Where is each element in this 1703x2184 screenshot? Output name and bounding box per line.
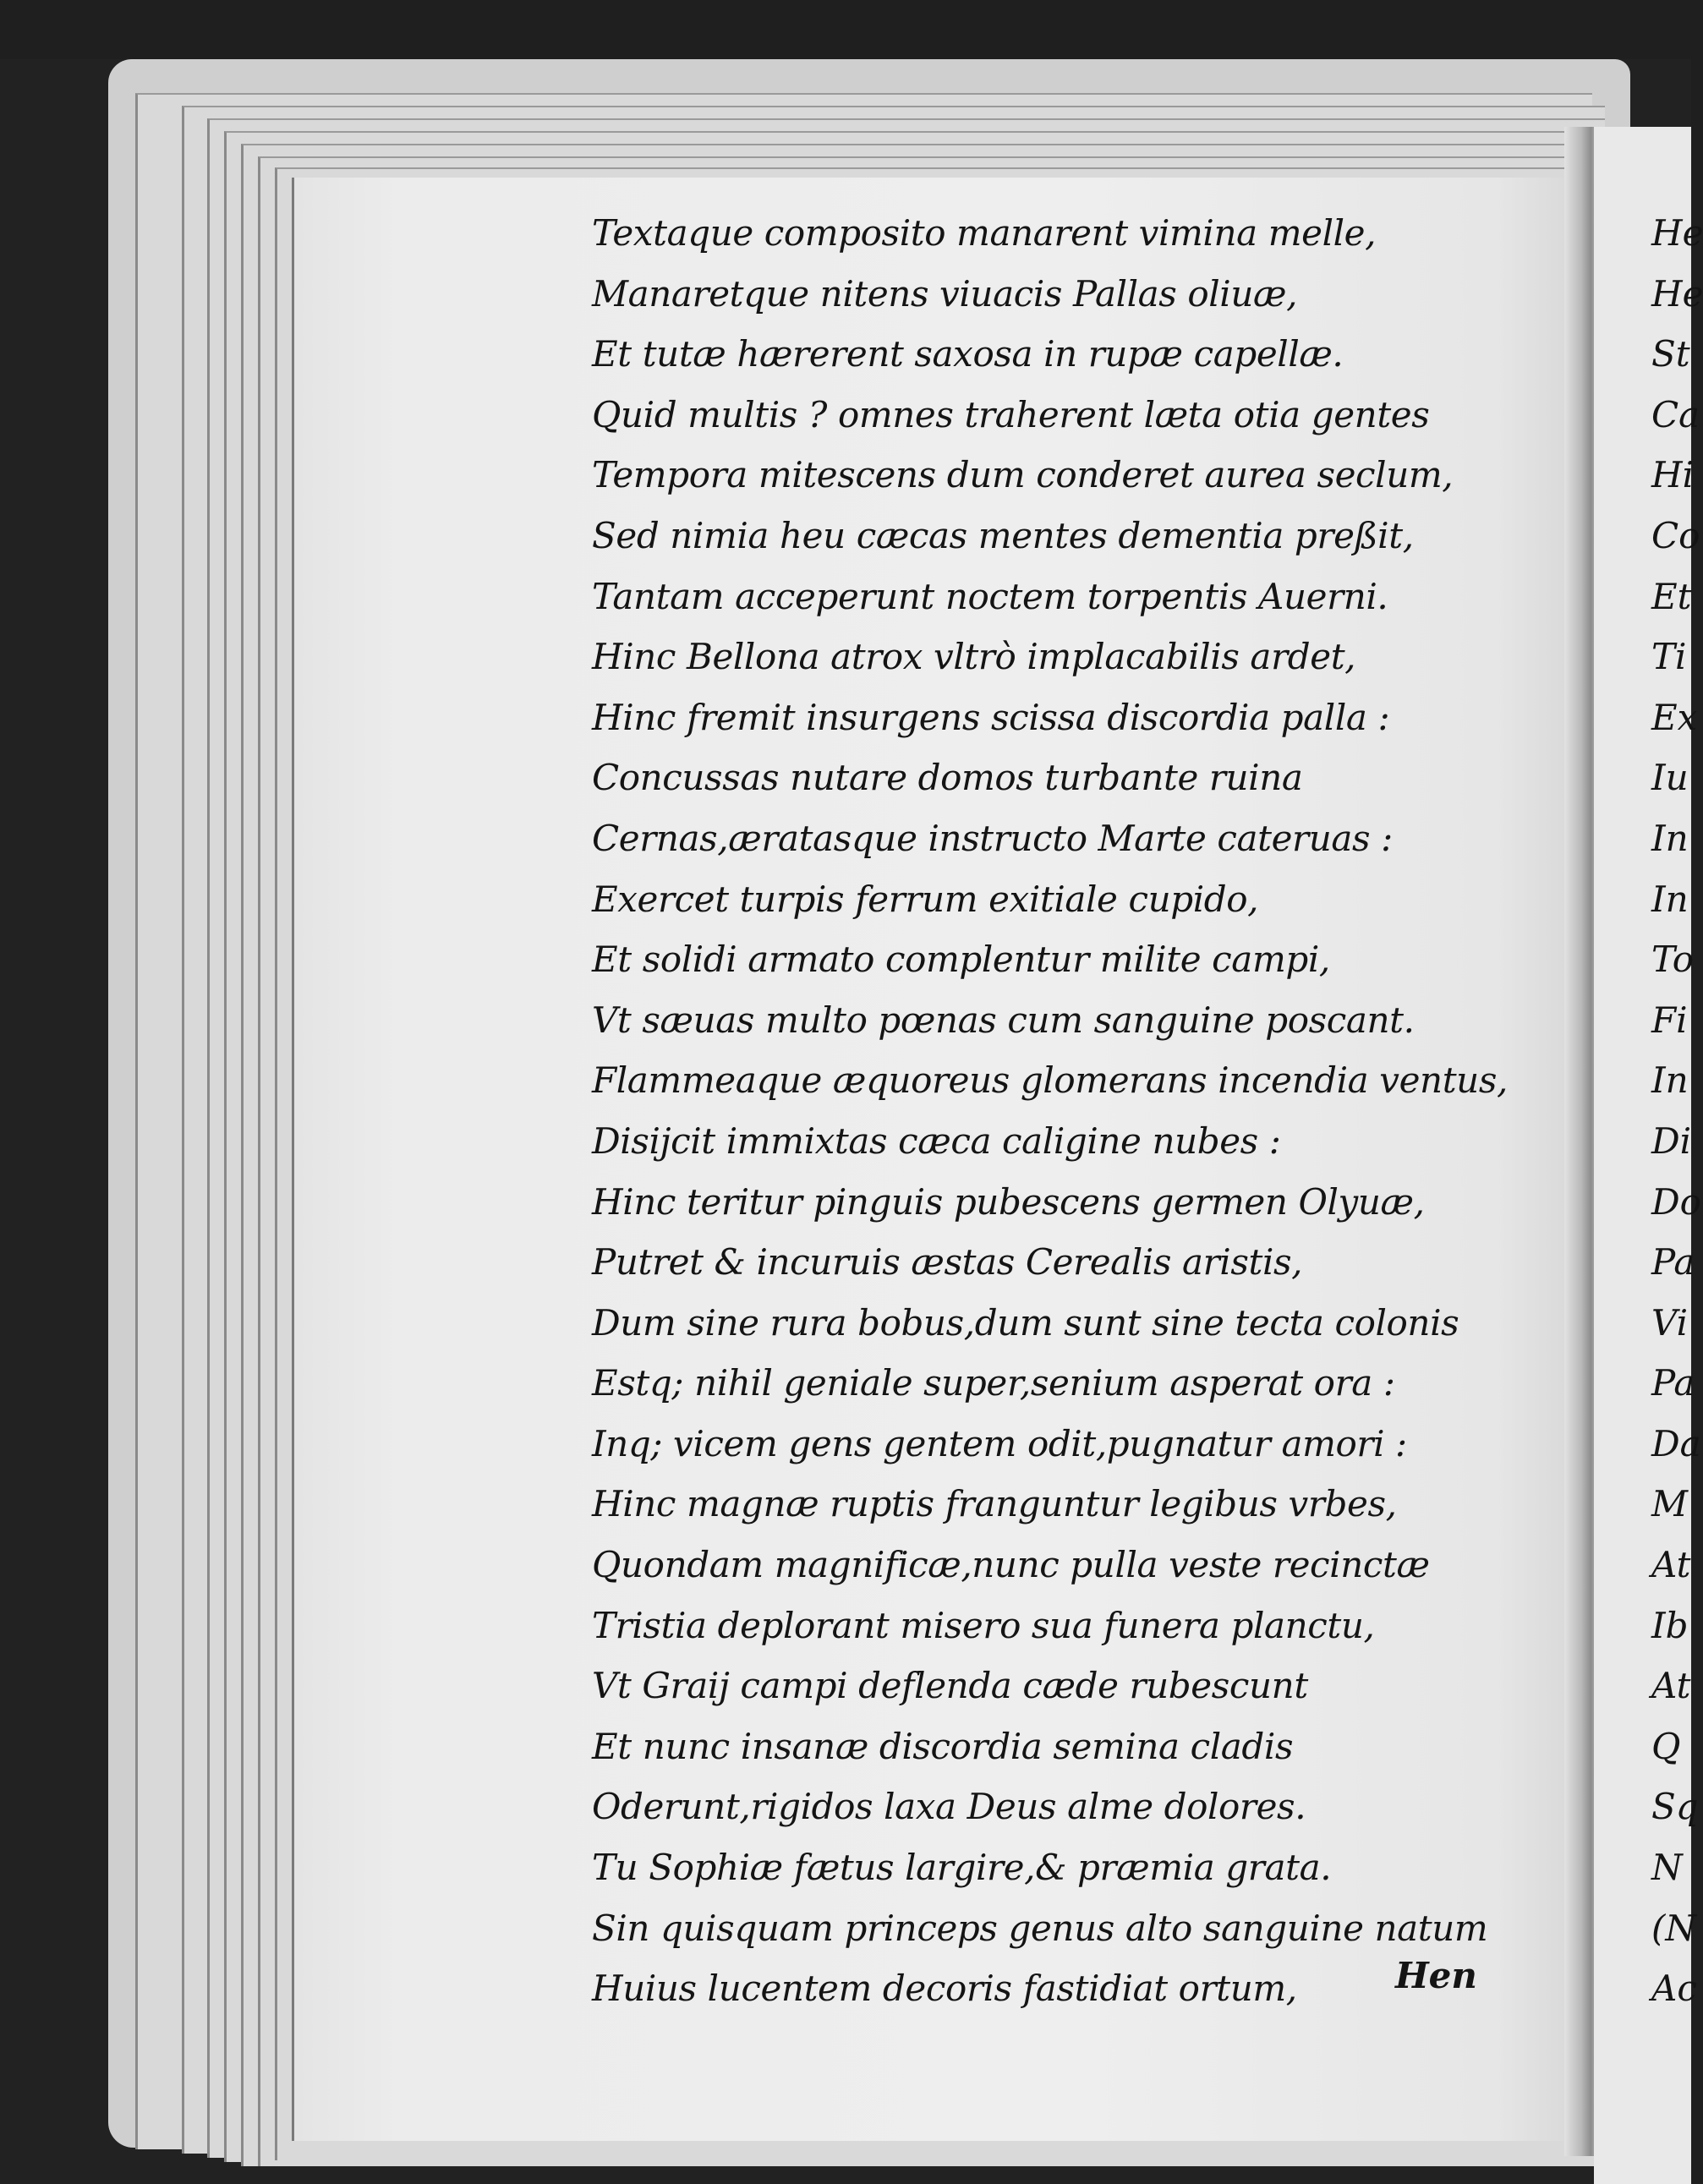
verse-line: Estq; nihil geniale super,senium asperat ora : — [592, 1362, 1395, 1404]
facing-line-start: Et — [1651, 575, 1692, 617]
facing-line-start: Pa — [1651, 1362, 1695, 1404]
verse-line: Hinc teritur pinguis pubescens germen Olyuæ, — [592, 1180, 1425, 1223]
facing-line-start: Iu — [1651, 757, 1689, 799]
facing-line-start: To — [1651, 939, 1695, 981]
verse-line: Oderunt,rigidos laxa Deus alme dolores. — [592, 1786, 1306, 1828]
facing-line-start: Ca — [1651, 393, 1700, 435]
verse-line: Hinc Bellona atrox vltrò implacabilis ardet, — [592, 636, 1356, 678]
facing-line-start: Pa — [1651, 1241, 1695, 1284]
verse-line: Quid multis ? omnes traherent læta otia gentes — [592, 393, 1430, 435]
facing-line-start: In — [1651, 1059, 1689, 1102]
facing-line-start: In — [1651, 817, 1689, 859]
facing-line-start: Ex — [1651, 696, 1698, 738]
verse-line: Sin quisquam princeps genus alto sanguine natum — [592, 1907, 1488, 1949]
verse-line: Textaque composito manarent vimina melle, — [592, 212, 1377, 254]
verse-line: Flammeaque æquoreus glomerans incendia ventus, — [592, 1059, 1508, 1102]
catchword: Hen — [1395, 1955, 1477, 1996]
verse-line: Vt sæuas multo pœnas cum sanguine poscant. — [592, 999, 1415, 1041]
verse-line: Et tutæ hærerent saxosa in rupæ capellæ. — [592, 333, 1344, 375]
facing-line-start: Fi — [1651, 999, 1688, 1041]
facing-line-start: Ac — [1651, 1968, 1697, 2010]
facing-line-start: Co — [1651, 514, 1700, 556]
verse-line: Putret & incuruis æstas Cerealis aristis, — [592, 1241, 1303, 1284]
facing-line-start: M — [1651, 1483, 1689, 1525]
facing-line-start: At — [1651, 1544, 1691, 1586]
verse-line: Sed nimia heu cæcas mentes dementia preßit, — [592, 514, 1414, 556]
verse-line: Manaretque nitens viuacis Pallas oliuæ, — [592, 272, 1298, 315]
facing-line-start: (N — [1651, 1907, 1697, 1949]
verse-line: Hinc fremit insurgens scissa discordia palla : — [592, 696, 1390, 738]
verse-line: Hinc magnæ ruptis franguntur legibus vrbes, — [592, 1483, 1397, 1525]
verse-line: Tempora mitescens dum conderet aurea seclum, — [592, 454, 1454, 496]
facing-line-start: In — [1651, 878, 1689, 920]
facing-page-line-starts — [1651, 203, 1702, 2019]
facing-line-start: St — [1651, 333, 1690, 375]
facing-line-start: Ib — [1651, 1604, 1689, 1646]
facing-line-start: He — [1651, 212, 1703, 254]
verse-line: Cernas,æratasque instructo Marte cateruas : — [592, 817, 1393, 859]
verse-line: Quondam magnificæ,nunc pulla veste recinctæ — [592, 1544, 1430, 1586]
verse-line: Concussas nutare domos turbante ruina — [592, 757, 1303, 799]
verse-line: Vt Graij campi deflenda cæde rubescunt — [592, 1665, 1308, 1707]
facing-line-start: He — [1651, 272, 1703, 315]
facing-line-start: Hi — [1651, 454, 1695, 496]
verse-line: Inq; vicem gens gentem odit,pugnatur amori : — [592, 1422, 1407, 1464]
verse-line: Dum sine rura bobus,dum sunt sine tecta colonis — [592, 1301, 1459, 1344]
verse-line: Et nunc insanæ discordia semina cladis — [592, 1725, 1294, 1767]
facing-line-start: Q — [1651, 1725, 1681, 1767]
facing-line-start: At — [1651, 1665, 1691, 1707]
facing-line-start: Ti — [1651, 636, 1687, 678]
verse-line: Et solidi armato complentur milite campi, — [592, 939, 1330, 981]
verse-text-block — [592, 203, 1508, 2019]
background-shadow — [0, 0, 1691, 59]
facing-line-start: Sq — [1651, 1786, 1699, 1828]
verse-line: Tristia deplorant misero sua funera planctu, — [592, 1604, 1375, 1646]
facing-line-start: Da — [1651, 1422, 1701, 1464]
verse-line: Disijcit immixtas cæca caligine nubes : — [592, 1119, 1281, 1162]
facing-line-start: Do — [1651, 1180, 1701, 1223]
facing-line-start: Di — [1651, 1119, 1692, 1162]
facing-line-start: N — [1651, 1847, 1683, 1889]
verse-line: Huius lucentem decoris fastidiat ortum, — [592, 1968, 1297, 2010]
verse-line: Tantam acceperunt noctem torpentis Auerni. — [592, 575, 1388, 617]
verse-line: Exercet turpis ferrum exitiale cupido, — [592, 878, 1259, 920]
verse-line: Tu Sophiæ fætus largire,& præmia grata. — [592, 1847, 1332, 1889]
facing-line-start: Vi — [1651, 1301, 1689, 1344]
